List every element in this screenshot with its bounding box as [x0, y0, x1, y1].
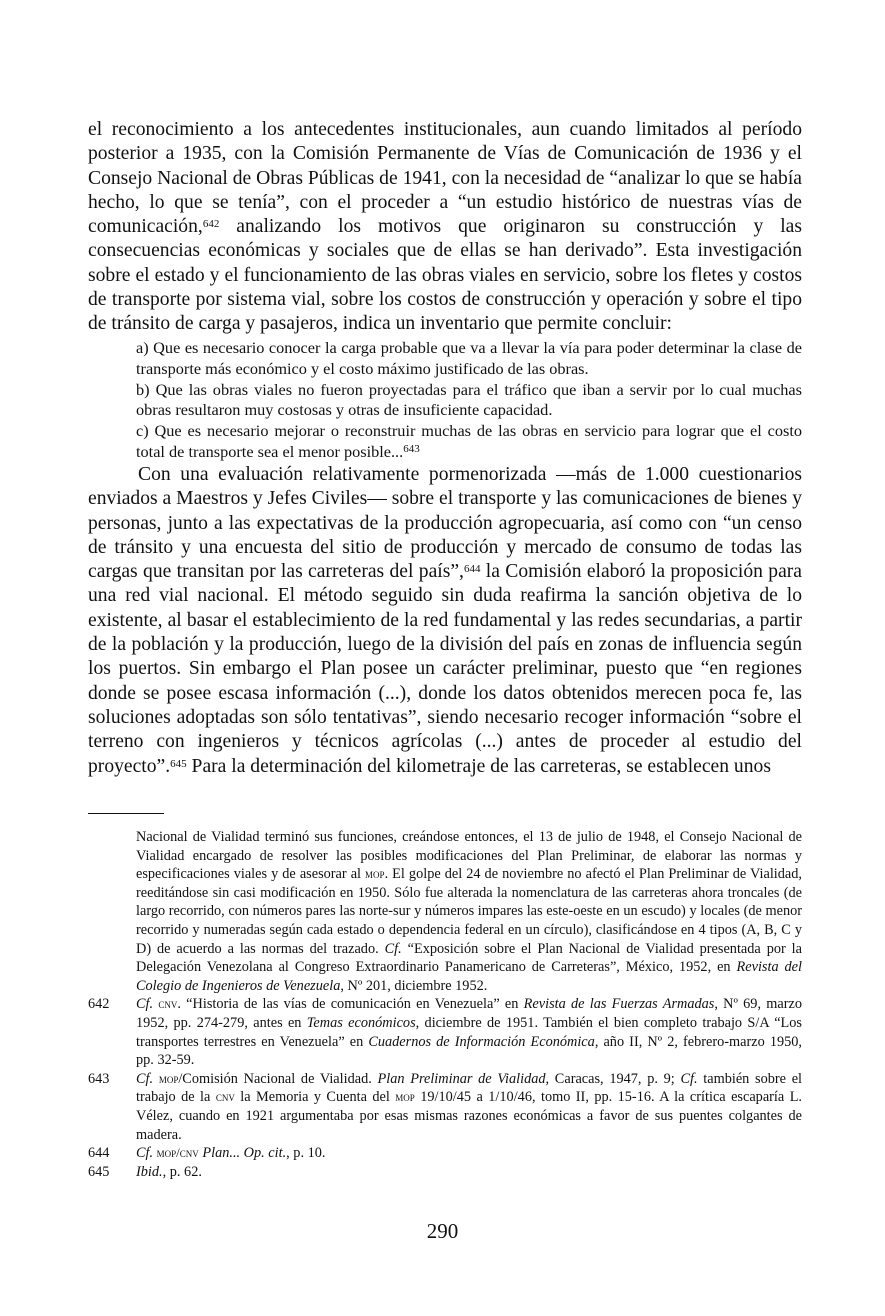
text-run: Nacional de Vialidad terminó sus funciones, creándose entonces, el 13 de julio de 1948, el Consejo Nacional de Vialidad encargado de resolver las posibles modificaciones del Plan Preliminar, de elaborar las normas y especificaciones viales y de asesorar al — [136, 829, 802, 883]
text-run: , Caracas, 1947, p. 9; — [545, 1070, 681, 1087]
quote-item-b: b) Que las obras viales no fueron proyectadas para el tráfico que iban a servir por lo cual muchas obras resultaron muy costosas y otras de insuficiente capacidad. — [136, 379, 802, 420]
text-run: , año II, Nº 2, febrero-marzo 1950, pp. 32-59. — [136, 1033, 802, 1069]
cf-abbrev: Cf. — [680, 1070, 698, 1087]
text-run: la Comisión elaboró la proposición para una red vial nacional. El método seguido sin duda reafirma la sanción objetiva de lo existente, al basar el establecimiento de la red fundamental y las redes secundarias, a partir de la población y la producción, luego de la división del país en zonas de influencia según los puertos. Sin embargo el Plan posee un carácter preliminar, puesto que “en regiones donde se posee escasa información (...), donde los datos obtenidos merecen poca fe, las soluciones adoptadas son sólo tentativas”, siendo necesario recoger información “sobre el terreno con ingenieros y técnicos agrícolas (...) antes de proceder al estudio del proyecto”. — [88, 561, 802, 777]
text-run: , Nº 69, marzo 1952, pp. 274-279, antes en — [136, 996, 802, 1031]
body-paragraph-1 — [88, 118, 802, 337]
block-quote — [136, 338, 802, 463]
text-run: c) Que es necesario mejorar o reconstruir muchas de las obras en servicio para lograr que el costo total de transporte sea el menor posible... — [136, 421, 802, 461]
footnote-continued — [88, 828, 802, 995]
footnote-ref-642[interactable]: 642 — [202, 218, 220, 231]
text-run: “Exposición sobre el Plan Nacional de Vialidad presentada por la Delegación Venezolana al Congreso Extraordinario Panamericano de Carreteras”, México, 1952, en — [136, 940, 802, 976]
footnote-ref-644[interactable]: 644 — [463, 563, 481, 576]
footnote-divider — [88, 813, 164, 814]
cf-abbrev: Cf. — [136, 996, 154, 1013]
quote-item-c — [136, 421, 802, 463]
journal-title: Revista del Colegio de Ingenieros de Venezuela — [136, 959, 802, 994]
text-run: , Nº 201, diciembre 1952. — [340, 977, 488, 994]
text-run: , diciembre de 1951. También el bien completo trabajo S/A “Los transportes terrestres en Venezuela” en — [136, 1014, 802, 1050]
text-run: . El golpe del 24 de noviembre no afectó el Plan Preliminar de Vialidad, reeditándose sin casi modificación en 1950. Sólo fue alterada la nomenclatura de las carreteras ahora troncales (de largo recorrido, con números pares las norte-sur y números impares las este-oeste en un escudo) y locales (de menor recorrido y numeradas según cada estado o dependencia federal en un círculo), clasificándose en 4 tipos (A, B, C y D) de acuerdo a las normas del trazado. — [136, 866, 802, 957]
quote-item-a: a) Que es necesario conocer la carga probable que va a llevar la vía para poder determinar la clase de transporte más económico y el costo máximo justificado de las obras. — [136, 338, 802, 378]
footnote-text — [136, 1070, 802, 1144]
paragraph-text — [88, 118, 802, 337]
abbrev-cnv: cnv — [215, 1089, 235, 1105]
footnotes — [88, 828, 802, 1181]
paragraph-text — [88, 463, 802, 779]
ibid-abbrev: Ibid. — [136, 1163, 163, 1180]
footnote-644 — [88, 1144, 802, 1163]
text-run: el reconocimiento a los antecedentes institucionales, aun cuando limitados al período posterior a 1935, con la Comisión Permanente de Vías de Comunicación de 1936 y el Consejo Nacional de Obras Públicas de 1941, con la necesidad de “analizar lo que se había hecho, lo que se tenía”, con el proceder a “un estudio histórico de nuestras vías de comunicación, — [88, 119, 802, 238]
abbrev-mop: mop — [158, 1070, 179, 1086]
journal-title: Revista de las Fuerzas Armadas — [523, 996, 715, 1013]
text-run: , p. 62. — [162, 1163, 202, 1180]
body-paragraph-2 — [88, 463, 802, 779]
footnote-number: 642 — [88, 996, 110, 1013]
footnote-ref-645[interactable]: 645 — [170, 757, 187, 770]
book-title: Plan... Op. cit. — [198, 1145, 287, 1162]
footnote-text — [136, 828, 802, 995]
footnote-645 — [88, 1163, 802, 1182]
cf-abbrev: Cf. — [384, 940, 402, 957]
abbrev-cnv: cnv — [158, 996, 178, 1012]
footnote-643 — [88, 1070, 802, 1144]
abbrev-mop: mop — [365, 866, 385, 882]
footnote-text — [136, 1144, 802, 1163]
footnote-number — [88, 828, 136, 995]
abbrev-mop-cnv: mop/cnv — [156, 1145, 199, 1161]
text-run: . “Historia de las vías de comunicación en Venezuela” en — [177, 996, 524, 1013]
journal-title: Cuadernos de Información Económica — [368, 1033, 595, 1050]
footnote-number: 644 — [88, 1145, 110, 1162]
book-title: Plan Preliminar de Vialidad — [377, 1070, 546, 1087]
footnote-text — [136, 1163, 802, 1182]
text-run: , p. 10. — [286, 1145, 326, 1162]
text-run: analizando los motivos que originaron su construcción y las consecuencias económicas y sociales que de ellas se han derivado”. Esta investigación sobre el estado y el funcionamiento de las obras viales en servicio, sobre los fletes y costos de transporte por sistema vial, sobre los costos de construcción y operación y sobre el tipo de tránsito de carga y pasajeros, indica un inventario que permite concluir: — [88, 216, 802, 335]
footnote-number: 643 — [88, 1070, 110, 1087]
text-run: también sobre el trabajo de la — [136, 1070, 803, 1106]
text-run: Con una evaluación relativamente pormenorizada —más de 1.000 cuestionarios enviados a Maestros y Jefes Civiles— sobre el transporte y las comunicaciones de bienes y personas, junto a las expectativas de la producción agropecuaria, así como con “un censo de tránsito y una encuesta del sitio de producción y mercado de consumo de todas las cargas que transitan por las carreteras del país”, — [88, 464, 802, 583]
footnote-642 — [88, 995, 802, 1069]
text-run: la Memoria y Cuenta del — [234, 1089, 396, 1106]
text-run: 19/10/45 a 1/10/46, tomo II, pp. 15-16. A la crítica escaparía L. Vélez, cuando en 1921 argumentaba por esas mismas razones económicas a favor de sus puentes colgantes de madera. — [136, 1089, 802, 1143]
footnote-number: 645 — [88, 1163, 110, 1180]
cf-abbrev: Cf. — [136, 1070, 154, 1087]
abbrev-mop: mop — [395, 1089, 415, 1105]
footnote-text — [136, 995, 802, 1069]
journal-title: Temas económicos — [306, 1014, 416, 1031]
text-run: /Comisión Nacional de Vialidad. — [178, 1070, 378, 1087]
cf-abbrev: Cf. — [136, 1145, 154, 1162]
page-number: 290 — [426, 1219, 459, 1243]
text-run: Para la determinación del kilometraje de las carreteras, se establecen unos — [186, 755, 771, 777]
footnote-ref-643[interactable]: 643 — [403, 442, 420, 455]
